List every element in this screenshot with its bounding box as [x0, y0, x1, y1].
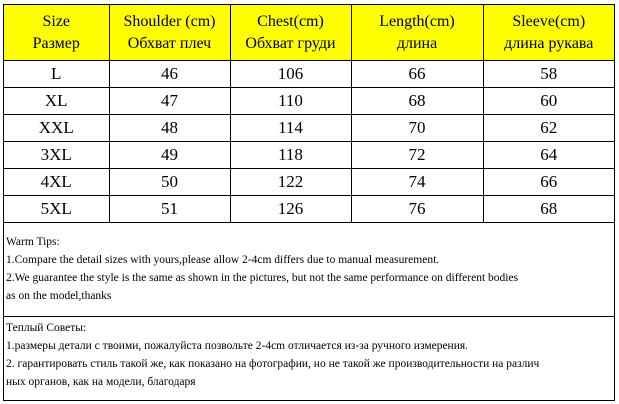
cell-sleeve: 58 [483, 61, 614, 88]
tips-line-2b-en: as on the model,thanks [6, 290, 112, 302]
header-size [4, 5, 109, 61]
header-shoulder [109, 5, 230, 61]
cell-length: 74 [351, 169, 483, 196]
cell-shoulder: 47 [109, 88, 230, 115]
header-sleeve-ru: длина рукава [504, 34, 594, 52]
cell-length: 68 [351, 88, 483, 115]
cell-sleeve: 68 [483, 196, 614, 223]
cell-length: 70 [351, 115, 483, 142]
header-sleeve [483, 5, 614, 61]
cell-sleeve: 60 [483, 88, 614, 115]
cell-size: 5XL [4, 196, 109, 223]
header-length-en: Length(cm) [379, 12, 455, 30]
cell-chest: 114 [230, 115, 351, 142]
cell-size: 4XL [4, 169, 109, 196]
table-row [4, 196, 614, 223]
header-size-en: Size [42, 12, 71, 30]
cell-size: XL [4, 88, 109, 115]
table-row [4, 61, 614, 88]
cell-chest: 110 [230, 88, 351, 115]
tips-title-en: Warm Tips: [6, 236, 60, 248]
tips-title-ru: Теплый Советы: [6, 322, 87, 334]
cell-sleeve: 62 [483, 115, 614, 142]
header-shoulder-ru: Обхват плеч [127, 34, 212, 52]
tips-line-2b-ru: ных органов, как на модели, благодаря [6, 376, 196, 388]
cell-size: L [4, 61, 109, 88]
header-chest-ru: Обхват груди [245, 34, 336, 52]
cell-chest: 106 [230, 61, 351, 88]
cell-length: 72 [351, 142, 483, 169]
tips-line-2a-en: 2.We guarantee the style is the same as shown in the pictures, but not the same performance on different bodies [6, 272, 519, 284]
tips-line-1-en: 1.Compare the detail sizes with yours,please allow 2-4cm differs due to manual measurement. [6, 254, 440, 266]
cell-sleeve: 64 [483, 142, 614, 169]
cell-sleeve: 66 [483, 169, 614, 196]
header-chest [230, 5, 351, 61]
table-row [4, 88, 614, 115]
header-sleeve-en: Sleeve(cm) [512, 12, 586, 30]
cell-shoulder: 46 [109, 61, 230, 88]
table-row [4, 142, 614, 169]
cell-size: XXL [4, 115, 109, 142]
warm-tips-russian [4, 319, 618, 391]
size-chart [3, 4, 615, 401]
header-row [4, 5, 614, 61]
table-row [4, 169, 614, 196]
header-length-ru: длина [396, 34, 438, 52]
tips-line-1-ru: 1.размеры детали с твоими, пожалуйста позвольте 2-4cm отличается из-за ручного измерения. [6, 340, 469, 352]
cell-chest: 126 [230, 196, 351, 223]
cell-length: 66 [351, 61, 483, 88]
tips-line-2a-ru: 2. гарантировать стиль такой же, как показано на фотографии, но не такой же производительности на различ [6, 358, 540, 370]
header-shoulder-en: Shoulder (cm) [123, 12, 216, 30]
warm-tips-english [4, 233, 618, 305]
cell-size: 3XL [4, 142, 109, 169]
cell-chest: 118 [230, 142, 351, 169]
header-length [351, 5, 483, 61]
cell-shoulder: 50 [109, 169, 230, 196]
header-size-ru: Размер [32, 34, 80, 52]
cell-chest: 122 [230, 169, 351, 196]
cell-length: 76 [351, 196, 483, 223]
header-chest-en: Chest(cm) [257, 12, 324, 30]
tips-divider [4, 316, 614, 317]
size-table [4, 5, 614, 223]
cell-shoulder: 48 [109, 115, 230, 142]
cell-shoulder: 49 [109, 142, 230, 169]
table-row [4, 115, 614, 142]
cell-shoulder: 51 [109, 196, 230, 223]
